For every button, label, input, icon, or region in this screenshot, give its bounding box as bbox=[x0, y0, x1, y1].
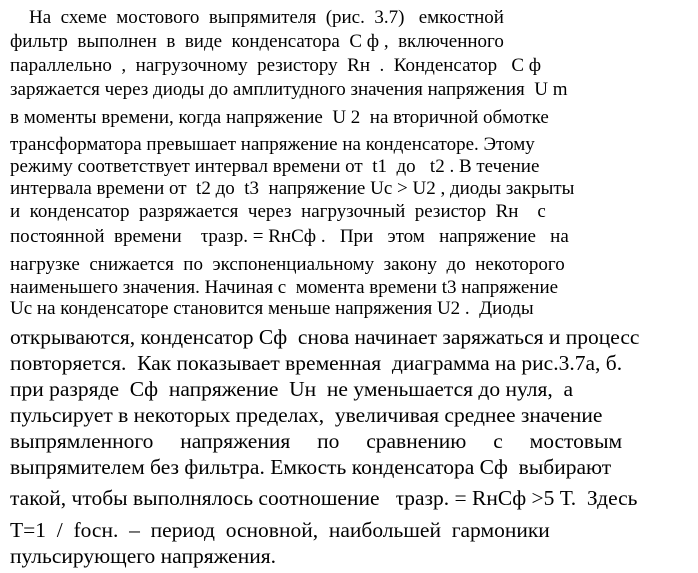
text-line: фильтр выполнен в виде конденсатора С ф , включенного bbox=[10, 31, 504, 52]
text-line: заряжается через диоды до амплитудного значения напряжения U m bbox=[10, 79, 568, 100]
text-line: Uс на конденсаторе становится меньше напряжения U2 . Диоды bbox=[10, 298, 534, 319]
text-line: пульсирует в некоторых пределах, увеличивая среднее значение bbox=[10, 403, 603, 427]
text-line: открываются, конденсатор Сф снова начинает заряжаться и процесс bbox=[10, 325, 640, 349]
text-line: выпрямленного напряжения по сравнению с мостовым bbox=[10, 429, 623, 453]
text-line: интервала времени от t2 до t3 напряжение Uс > U2 , диоды закрыты bbox=[10, 178, 575, 199]
text-line: в моменты времени, когда напряжение U 2 на вторичной обмотке bbox=[10, 107, 549, 128]
text-line: трансформатора превышает напряжение на конденсаторе. Этому bbox=[10, 134, 535, 155]
text-line: режиму соответствует интервал времени от t1 до t2 . В течение bbox=[10, 156, 540, 177]
text-line: повторяется. Как показывает временная диаграмма на рис.3.7а, б. bbox=[10, 351, 623, 375]
text-line: постоянной времени τразр. = RнСф . При этом напряжение на bbox=[10, 226, 569, 247]
text-line: такой, чтобы выполнялось соотношение τразр. = RнСф >5 Т. Здесь bbox=[10, 486, 638, 510]
text-line: На схеме мостового выпрямителя (рис. 3.7) емкостной bbox=[10, 7, 504, 28]
text-line: пульсирующего напряжения. bbox=[10, 544, 276, 568]
text-line: нагрузке снижается по экспоненциальному закону до некоторого bbox=[10, 254, 565, 275]
text-line: и конденсатор разряжается через нагрузочный резистор Rн с bbox=[10, 201, 546, 222]
text-line: Т=1 / fосн. – период основной, наибольшей гармоники bbox=[10, 518, 550, 542]
text-line: при разряде Сф напряжение Uн не уменьшается до нуля, а bbox=[10, 377, 574, 401]
text-line: выпрямителем без фильтра. Емкость конденсатора Сф выбирают bbox=[10, 455, 612, 479]
text-line: параллельно , нагрузочному резистору Rн . Конденсатор С ф bbox=[10, 55, 542, 76]
text-line: наименьшего значения. Начиная с момента времени t3 напряжение bbox=[10, 277, 559, 298]
